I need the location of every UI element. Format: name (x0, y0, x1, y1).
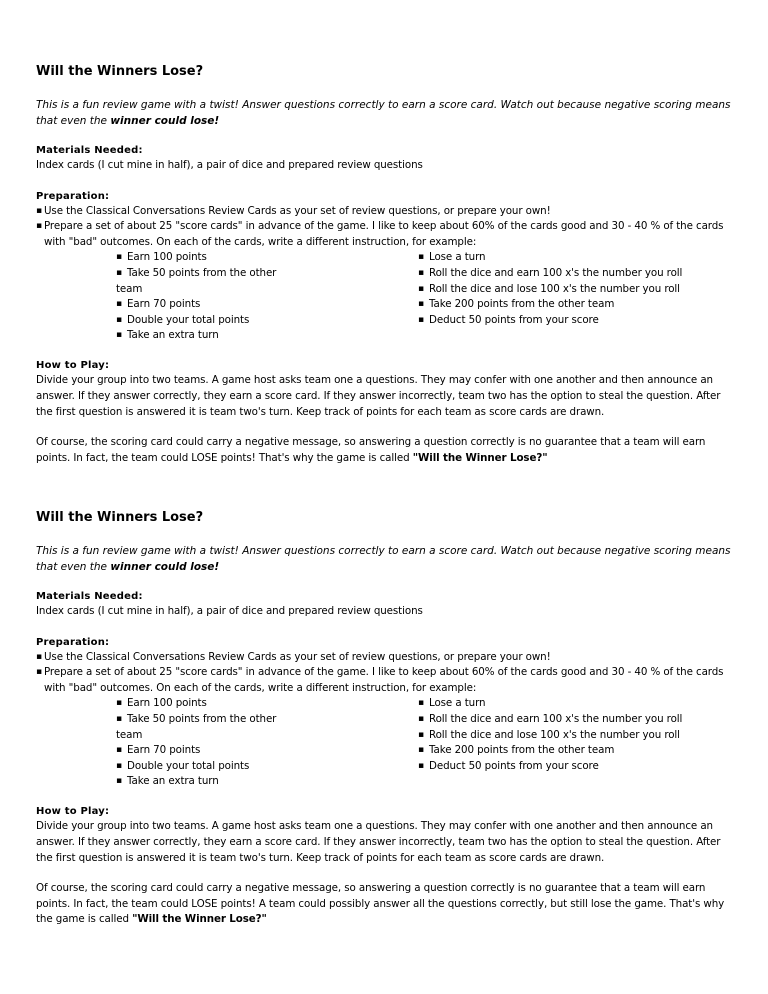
how-to-play-text: Divide your group into two teams. A game host asks team one a questions. They may confer with one another and then announce an answer. If they answer correctly, they earn a score card. If they answer incorrectly, team two has the option to steal the question. After the first question is answered it is team two's turn. Keep track of points for each team as score cards are drawn. (36, 374, 721, 418)
section-2 (36, 510, 732, 928)
intro-text: This is a fun review game with a twist! Answer questions correctly to earn a score card. Watch out because negative scoring means that even the (36, 99, 731, 127)
closing-bold: "Will the Winner Lose?" (132, 913, 267, 926)
list-item: ▪ Take 200 points from the other team (418, 297, 738, 313)
preparation-heading: Preparation: (36, 190, 110, 202)
list-item: ▪ Lose a turn (418, 250, 738, 266)
intro-paragraph (36, 544, 732, 575)
list-item: ▪ Roll the dice and earn 100 x's the number you roll (418, 266, 738, 282)
list-item: ▪ Take 200 points from the other team (418, 743, 738, 759)
list-item (116, 712, 307, 743)
list-item: ▪ Take an extra turn (116, 774, 316, 790)
list-item-continuation: team (116, 282, 143, 295)
prep-bullet-1: ▪ Use the Classical Conversations Review Cards as your set of review questions, or prepare your own! (36, 204, 732, 220)
example-list (36, 250, 732, 346)
materials-heading: Materials Needed: (36, 591, 143, 602)
closing-text: Of course, the scoring card could carry a negative message, so answering a question correctly is no guarantee that a team will earn points. In fact, the team could LOSE points! A team could possibly answer all the questions correctly, but still lose the game. That's why the game is called (36, 882, 725, 926)
list-item: ▪ Double your total points (116, 313, 316, 329)
list-item: ▪ Roll the dice and lose 100 x's the number you roll (418, 282, 738, 298)
list-item: ▪ Double your total points (116, 759, 316, 775)
example-list-left (116, 696, 316, 790)
example-list-left (116, 250, 316, 344)
example-list-right (418, 250, 738, 328)
intro-bold: winner could lose! (110, 560, 220, 573)
list-item: ▪ Roll the dice and lose 100 x's the number you roll (418, 728, 738, 744)
list-item: ▪ Roll the dice and earn 100 x's the number you roll (418, 712, 738, 728)
closing-paragraph (36, 435, 732, 466)
intro-bold: winner could lose! (110, 114, 220, 127)
example-list (36, 696, 732, 792)
list-item: ▪ Deduct 50 points from your score (418, 313, 738, 329)
closing-text: Of course, the scoring card could carry a negative message, so answering a question correctly is no guarantee that a team will earn points. In fact, the team could LOSE points! That's why the game is called (36, 436, 706, 464)
prep-bullet-1: ▪ Use the Classical Conversations Review Cards as your set of review questions, or prepare your own! (36, 650, 732, 666)
list-item-text: Take 50 points from the other (127, 266, 277, 279)
intro-text: This is a fun review game with a twist! Answer questions correctly to earn a score card. Watch out because negative scoring means that even the (36, 545, 731, 573)
list-item-continuation: team (116, 728, 143, 741)
intro-paragraph (36, 98, 732, 129)
materials-text: Index cards (I cut mine in half), a pair of dice and prepared review questions (36, 605, 423, 617)
materials-heading: Materials Needed: (36, 145, 143, 156)
section-title: Will the Winners Lose? (36, 510, 204, 525)
list-item: ▪ Lose a turn (418, 696, 738, 712)
list-item-text: Take 50 points from the other (127, 712, 277, 725)
example-list-right (418, 696, 738, 774)
list-item: ▪ Earn 100 points (116, 250, 316, 266)
prep-bullet-2: ▪ Prepare a set of about 25 "score cards" in advance of the game. I like to keep about 60% of the cards good and 30 - 40 % of the cards with "bad" outcomes. On each of the cards, write a different instruction, for example: (36, 665, 732, 696)
closing-bold: "Will the Winner Lose?" (412, 451, 548, 464)
list-item (116, 266, 307, 297)
section-1 (36, 64, 732, 466)
list-item: ▪ Earn 100 points (116, 696, 316, 712)
materials-text: Index cards (I cut mine in half), a pair of dice and prepared review questions (36, 159, 423, 171)
list-item: ▪ Take an extra turn (116, 328, 316, 344)
list-item: ▪ Earn 70 points (116, 743, 316, 759)
section-title: Will the Winners Lose? (36, 64, 204, 79)
list-item: ▪ Earn 70 points (116, 297, 316, 313)
preparation-heading: Preparation: (36, 636, 110, 648)
list-item: ▪ Deduct 50 points from your score (418, 759, 738, 775)
how-to-play-heading: How to Play: (36, 806, 110, 818)
how-to-play-heading: How to Play: (36, 360, 110, 372)
closing-paragraph (36, 881, 732, 928)
prep-bullet-2: ▪ Prepare a set of about 25 "score cards" in advance of the game. I like to keep about 60% of the cards good and 30 - 40 % of the cards with "bad" outcomes. On each of the cards, write a different instruction, for example: (36, 219, 732, 250)
how-to-play-text: Divide your group into two teams. A game host asks team one a questions. They may confer with one another and then announce an answer. If they answer correctly, they earn a score card. If they answer incorrectly, team two has the option to steal the question. After the first question is answered it is team two's turn. Keep track of points for each team as score cards are drawn. (36, 820, 721, 864)
